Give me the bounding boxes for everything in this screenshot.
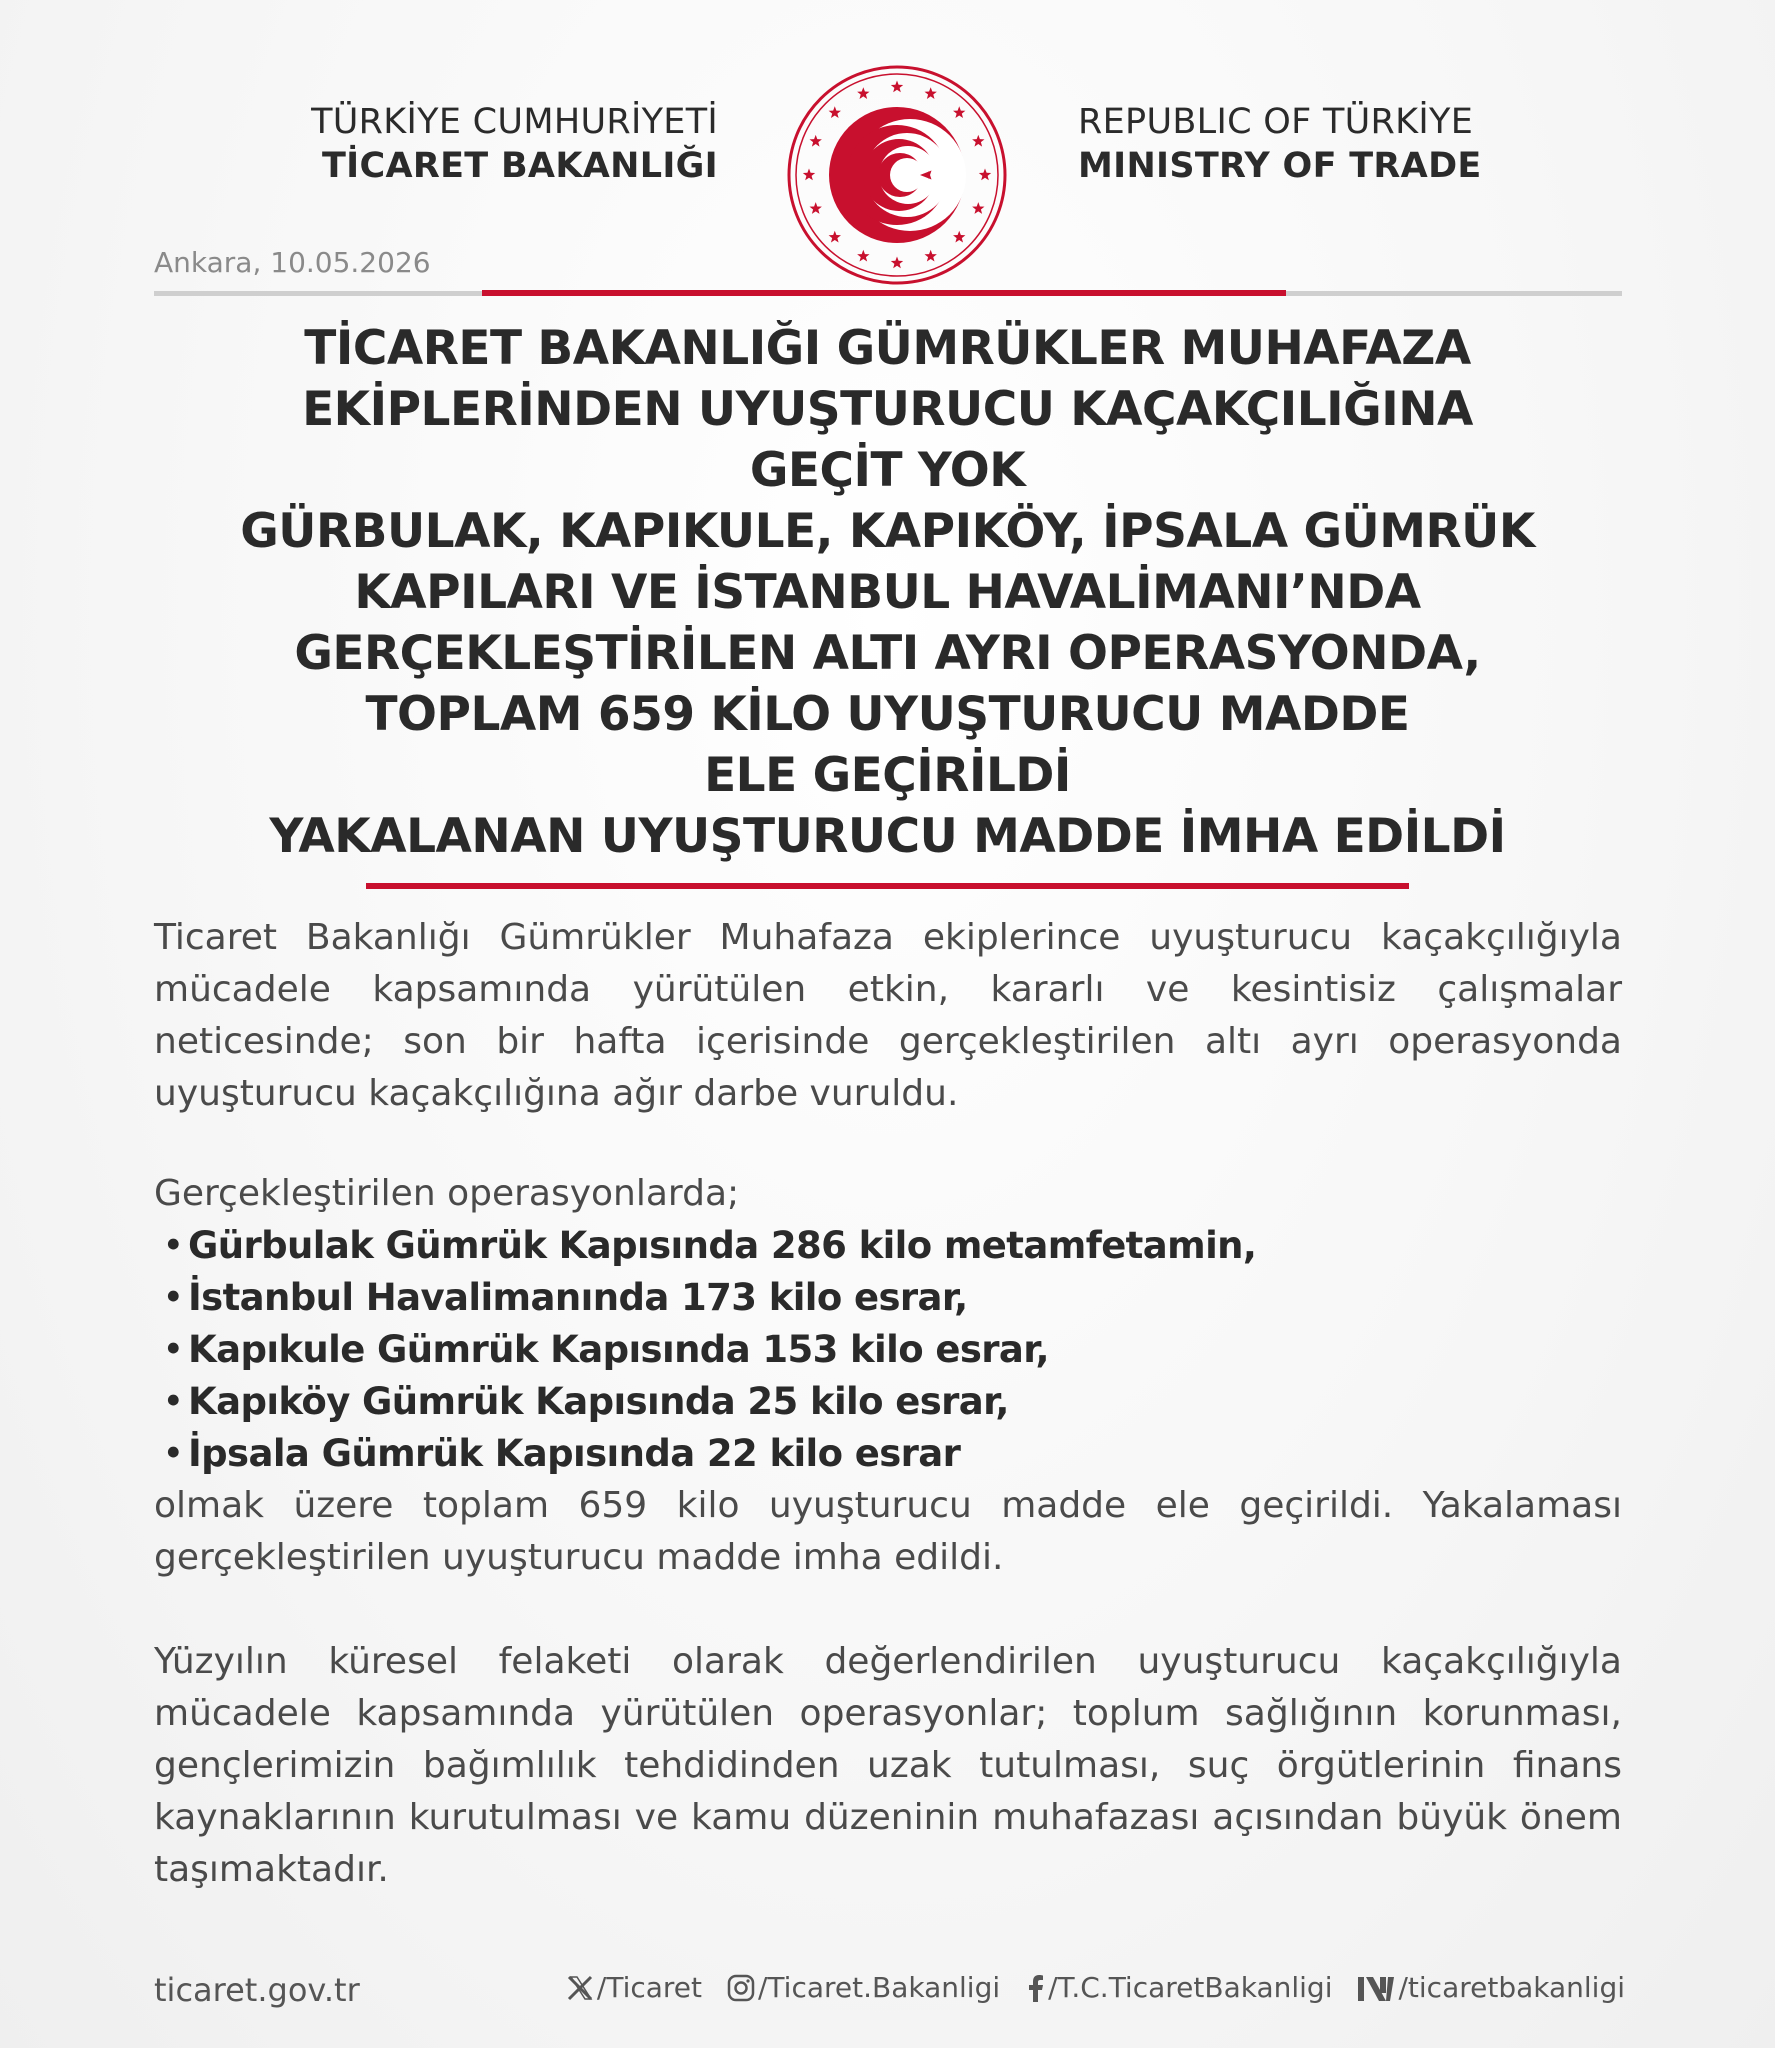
seal-star-icon	[979, 169, 991, 181]
seal-star-icon	[829, 106, 841, 118]
body-paragraph-1: Ticaret Bakanlığı Gümrükler Muhafaza ekiplerince uyuşturucu kaçakçılığıyla mücadele kapsamında yürütülen etkin, kararlı ve kesintisiz çalışmalar neticesinde; son bir hafta içerisinde gerçekleştirilen altı ayrı operasyonda uyuşturucu kaçakçılığına ağır darbe vuruldu.	[154, 917, 1622, 1114]
seal-star-icon	[810, 135, 822, 147]
headline-line: GEÇİT YOK	[749, 443, 1026, 498]
seal-star-icon	[810, 202, 822, 214]
social-handle-nsosyal: /ticaretbakanligi	[1398, 1971, 1625, 2004]
divider-red-top	[482, 290, 1286, 296]
x-icon	[565, 1973, 595, 2003]
seal-star-icon	[953, 106, 965, 118]
list-item	[158, 1376, 1608, 1428]
body-paragraph-3: Yüzyılın küresel felaketi olarak değerlendirilen uyuşturucu kaçakçılığıyla mücadele kapsamında yürütülen operasyonlar; toplum sağlığının korunması, gençlerimizin bağımlılık tehdidinden uzak tutulması, suç örgütlerinin finans kaynaklarının kurutulması ve kamu düzeninin muhafazası açısından büyük önem taşımaktadır.	[154, 1641, 1622, 1890]
social-handle-facebook: /T.C.TicaretBakanligi	[1048, 1971, 1333, 2004]
list-item	[158, 1272, 1608, 1324]
headline-line: GÜRBULAK, KAPIKULE, KAPIKÖY, İPSALA GÜMRÜK	[240, 504, 1535, 559]
social-link-x[interactable]	[565, 1971, 702, 2004]
social-links	[565, 1971, 1625, 2004]
headline-line: TOPLAM 659 KİLO UYUŞTURUCU MADDE	[365, 687, 1410, 742]
list-item-text: Gürbulak Gümrük Kapısında 286 kilo metamfetamin,	[188, 1224, 1257, 1267]
list-item	[158, 1428, 1608, 1480]
headline-line: KAPILARI VE İSTANBUL HAVALİMANI’NDA	[354, 565, 1421, 620]
divider-red-middle	[366, 883, 1409, 889]
org-ministry-tr: TİCARET BAKANLIĞI	[321, 146, 718, 186]
list-item-text: Kapıköy Gümrük Kapısında 25 kilo esrar,	[188, 1380, 1009, 1423]
seal-star-icon	[891, 257, 903, 269]
social-link-nsosyal[interactable]	[1356, 1971, 1625, 2004]
letterhead	[0, 0, 1775, 260]
headline-line: GERÇEKLEŞTİRİLEN ALTI AYRI OPERASYONDA,	[294, 626, 1481, 681]
facebook-icon	[1024, 1973, 1046, 2003]
seal-star-icon	[803, 169, 815, 181]
seal-star-icon	[972, 135, 984, 147]
seal-star-icon	[891, 81, 903, 93]
instagram-icon	[726, 1973, 756, 2003]
social-handle-instagram: /Ticaret.Bakanligi	[758, 1971, 1001, 2004]
org-country-en: REPUBLIC OF TÜRKİYE	[1078, 102, 1474, 142]
org-name-english	[1078, 100, 1482, 188]
org-name-turkish	[311, 100, 718, 188]
body-paragraph-2: olmak üzere toplam 659 kilo uyuşturucu madde ele geçirildi. Yakalaması gerçekleştirilen uyuşturucu madde imha edildi.	[154, 1485, 1622, 1578]
list-item	[158, 1324, 1608, 1376]
bullet-icon: •	[162, 1380, 184, 1423]
seal-star-icon	[857, 87, 869, 99]
list-item-text: Kapıkule Gümrük Kapısında 153 kilo esrar,	[188, 1328, 1049, 1371]
org-country-tr: TÜRKİYE CUMHURİYETİ	[311, 102, 718, 142]
bullet-icon: •	[162, 1328, 184, 1371]
place-date: Ankara, 10.05.2026	[154, 246, 431, 279]
seal-star-icon	[924, 250, 936, 262]
headline-line: YAKALANAN UYUŞTURUCU MADDE İMHA EDİLDİ	[269, 809, 1506, 864]
bullet-icon: •	[162, 1432, 184, 1475]
social-link-facebook[interactable]	[1024, 1971, 1332, 2004]
social-link-instagram[interactable]	[726, 1971, 1000, 2004]
list-item-text: İstanbul Havalimanında 173 kilo esrar,	[188, 1276, 968, 1319]
seal-star-icon	[924, 87, 936, 99]
website-link[interactable]: ticaret.gov.tr	[154, 1971, 360, 2009]
footer	[0, 1965, 1775, 2025]
operations-intro: Gerçekleştirilen operasyonlarda;	[154, 1173, 740, 1214]
headline-line: EKİPLERİNDEN UYUŞTURUCU KAÇAKÇILIĞINA	[302, 382, 1473, 437]
social-handle-x: /Ticaret	[596, 1971, 702, 2004]
list-item	[158, 1220, 1608, 1272]
ministry-seal-icon	[786, 64, 1008, 286]
bullet-icon: •	[162, 1224, 184, 1267]
press-headline	[120, 318, 1655, 867]
org-ministry-en: MINISTRY OF TRADE	[1078, 146, 1482, 186]
headline-line: ELE GEÇİRİLDİ	[704, 748, 1071, 803]
nsosyal-icon	[1356, 1973, 1396, 2003]
seal-star-icon	[829, 231, 841, 243]
seal-star-icon	[953, 231, 965, 243]
seal-star-icon	[857, 250, 869, 262]
list-item-text: İpsala Gümrük Kapısında 22 kilo esrar	[188, 1432, 961, 1475]
headline-line: TİCARET BAKANLIĞI GÜMRÜKLER MUHAFAZA	[304, 321, 1471, 376]
bullet-icon: •	[162, 1276, 184, 1319]
seal-star-icon	[972, 202, 984, 214]
seizure-list	[158, 1220, 1608, 1480]
